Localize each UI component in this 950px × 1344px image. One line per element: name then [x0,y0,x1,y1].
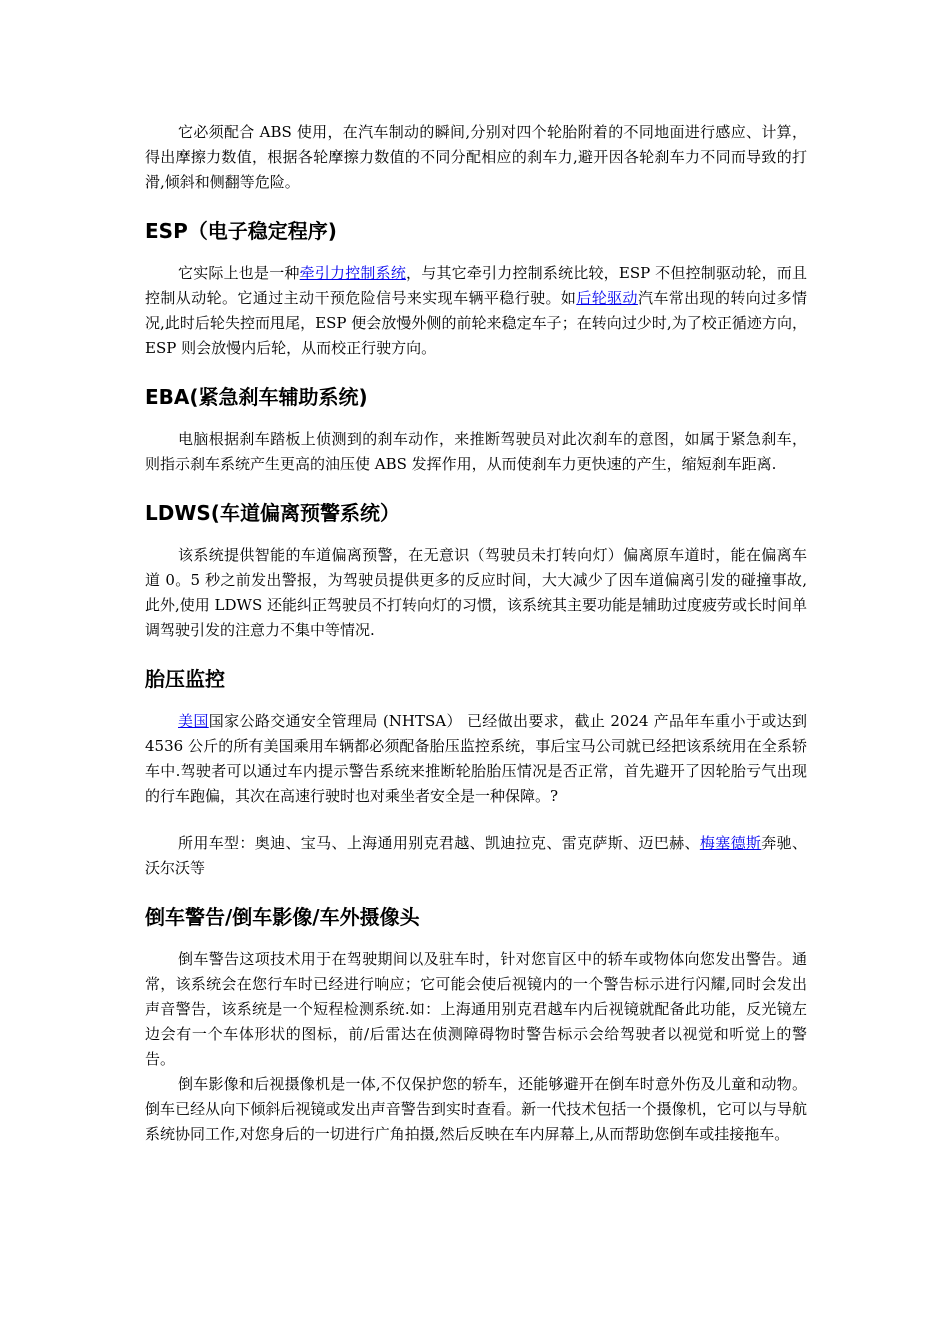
esp-paragraph [145,261,807,361]
traction-control-link[interactable]: 牵引力控制系统 [299,264,407,282]
models-text-a: 所用车型：奥迪、宝马、上海通用别克君越、凯迪拉克、雷克萨斯、迈巴赫、 [178,834,700,852]
eba-paragraph: 电脑根据刹车踏板上侦测到的刹车动作，来推断驾驶员对此次刹车的意图，如属于紧急刹车，则指示刹车系统产生更高的油压使 ABS 发挥作用，从而使刹车力更快速的产生，缩短刹车距离. [145,430,807,473]
esp-text-a: 它实际上也是一种 [178,264,300,282]
esp-text-c: 汽车常出现的转向过多情况,此时后轮失控而甩尾，ESP 便会放慢外侧的前轮来稳定车子；在转向过少时,为了校正循迹方向，ESP 则会放慢内后轮，从而校正行驶方向。 [145,289,807,357]
reverse-warning-paragraph: 倒车警告这项技术用于在驾驶期间以及驻车时，针对您盲区中的轿车或物体向您发出警告。通常，该系统会在您行车时已经进行响应；它可能会使后视镜内的一个警告标示进行闪耀,同时会发出声音警告，该系统是一个短程检测系统.如：上海通用别克君越车内后视镜就配备此功能，反光镜左边会有一个车体形状的图标，前/后雷达在侦测障碍物时警告标示会给驾驶者以视觉和听觉上的警告。 [145,950,807,1068]
eba-heading: EBA(紧急刹车辅助系统) [145,385,368,409]
tpms-heading: 胎压监控 [145,667,225,691]
ldws-heading: LDWS(车道偏离预警系统） [145,501,400,525]
esp-heading: ESP（电子稳定程序) [145,219,337,243]
esp-text-b: ，与其它牵引力控制系统比较，ESP 不但控制驱动轮，而且控制从动轮。它通过主动干预危险信号来实现车辆平稳行驶。如 [145,264,807,307]
tpms-paragraph [145,709,807,809]
ldws-paragraph: 该系统提供智能的车道偏离预警，在无意识（驾驶员未打转向灯）偏离原车道时，能在偏离车道 0。5 秒之前发出警报，为驾驶员提供更多的反应时间，大大减少了因车道偏离引发的碰撞事故,此外,使用 LDWS 还能纠正驾驶员不打转向灯的习惯，该系统其主要功能是辅助过度疲劳或长时间单调驾驶引发的注意力不集中等情况. [145,546,807,639]
tpms-models-paragraph [145,831,807,881]
abs-paragraph: 它必须配合 ABS 使用，在汽车制动的瞬间,分别对四个轮胎附着的不同地面进行感应、计算，得出摩擦力数值，根据各轮摩擦力数值的不同分配相应的刹车力,避开因各轮刹车力不同而导致的打滑,倾斜和侧翻等危险。 [145,123,807,191]
mercedes-link[interactable]: 梅塞德斯 [699,834,762,852]
models-text-b: 奔驰、沃尔沃等 [145,834,807,877]
rear-wheel-drive-link[interactable]: 后轮驱动 [576,289,638,307]
reverse-heading: 倒车警告/倒车影像/车外摄像头 [145,905,420,929]
document-page [145,120,807,1147]
reverse-camera-paragraph: 倒车影像和后视摄像机是一体,不仅保护您的轿车，还能够避开在倒车时意外伤及儿童和动物。倒车已经从向下倾斜后视镜或发出声音警告到实时查看。新一代技术包括一个摄像机，它可以与导航系统协同工作,对您身后的一切进行广角拍摄,然后反映在车内屏幕上,从而帮助您倒车或挂接拖车。 [145,1075,807,1143]
tpms-text: 国家公路交通安全管理局 (NHTSA） 已经做出要求，截止 2024 产品年车重小于或达到 4536 公斤的所有美国乘用车辆都必须配备胎压监控系统，事后宝马公司就已经把该系统用在全系轿车中.驾驶者可以通过车内提示警告系统来推断轮胎胎压情况是否正常，首先避开了因轮胎亏气出现的行车跑偏，其次在高速行驶时也对乘坐者安全是一种保障。? [145,712,807,805]
usa-link[interactable]: 美国 [178,712,209,730]
